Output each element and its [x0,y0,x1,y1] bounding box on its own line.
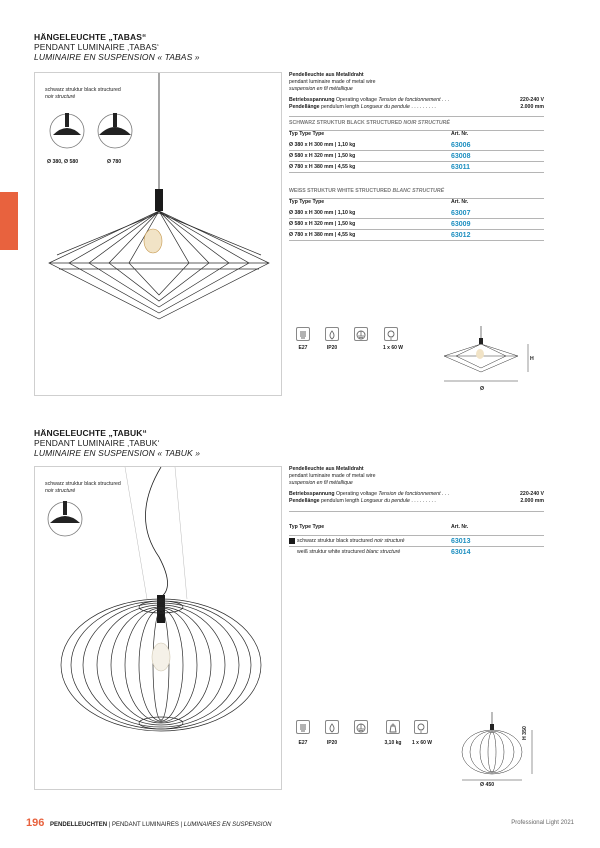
tabuk-dimension-sketch [450,712,546,788]
tabas-lamp-illustration [35,73,283,397]
tabuk-table [289,536,544,560]
tabas-desc-en: pendant luminaire made of metal wire [289,79,376,85]
black-swatch [289,538,295,544]
tabas-title-block [34,32,334,62]
tabuk-dim-diameter: Ø 450 [480,782,495,788]
tabuk-icon-label-weight: 3,10 kg [384,740,402,746]
brand-label: Professional Light 2021 [511,820,574,826]
tabuk-title-en: PENDANT LUMINAIRE ‚TABUK‘ [34,438,160,448]
tabas-photo [34,72,282,396]
tabas-title-de: HÄNGELEUCHTE „TABAS“ [34,32,147,42]
tabuk-desc-head: Pendelleuchte aus Metalldraht [289,466,364,472]
tabas-canopy-sizes-2: Ø 780 [107,159,122,165]
tabuk-lamp-illustration [35,467,283,791]
tabas-col-art: Art. Nr. [451,131,469,137]
table-row: Ø 780 x H 380 mm | 4,55 kg 63011 [289,162,544,173]
light-bulb-icon [384,327,398,341]
table-row: weiß struktur white structured blanc structuré 63014 [297,549,471,556]
tabas-voltage: 220-240 V [520,97,544,103]
tabas-pendulum: 2.000 mm [520,104,544,110]
tabas-dim-diameter: Ø [480,386,485,392]
tabas-canopy-label-fr: noir structuré [45,94,76,100]
tabas-canopy-label: schwarz struktur black structured [45,87,121,93]
tabuk-desc-en: pendant luminaire made of metal wire [289,473,376,479]
table-row: Ø 580 x H 320 mm | 1,50 kg 63008 [289,151,544,162]
tabas-title-en: PENDANT LUMINAIRE ‚TABAS‘ [34,42,159,52]
bulb-socket-icon [296,327,310,341]
tabuk-pendulum: 2.000 mm [520,498,544,504]
footer-section-fr: LUMINAIRES EN SUSPENSION [183,822,272,828]
weight-icon [386,720,400,734]
tabuk-canopy-label-fr: noir structuré [45,488,76,494]
tabuk-title-de: HÄNGELEUCHTE „TABUK“ [34,428,147,438]
light-bulb-icon [414,720,428,734]
tabuk-icon-label-socket: E27 [298,740,308,746]
tabuk-spec-panel: Pendelleuchte aus Metalldraht pendant luminaire made of metal wire suspension en fil métallique Betriebsspannung Operating voltage Tension de fonctionnement . . . 220-240 V Pendellänge pendulum length Longueur du pendule . . . . . . . . . 2.000 mm Typ Type Type Art. Nr. schwarz struktur black structured noir structuré 63013 weiß struktur white structured blanc structuré 63014 [289,466,544,560]
tabas-white-table [289,208,544,242]
page-number: 196 [26,817,45,829]
table-row: Ø 380 x H 300 mm | 1,10 kg 63007 [289,208,544,219]
tabas-white-heading: WEISS STRUKTUR WHITE STRUCTURED [289,188,392,194]
tabas-black-heading: SCHWARZ STRUKTUR BLACK STRUCTURED [289,120,402,126]
table-row: Ø 580 x H 320 mm | 1,50 kg 63009 [289,219,544,230]
water-drop-icon [325,327,339,341]
footer-section-de: PENDELLEUCHTEN [50,822,108,828]
ground-icon [354,720,368,734]
tabuk-canopy-label: schwarz struktur black structured [45,481,121,487]
bulb-socket-icon [296,720,310,734]
table-row: Ø 780 x H 380 mm | 4,55 kg 63012 [289,230,544,241]
tabas-col-type: Typ Type Type [289,131,325,137]
tabas-spec-panel: Pendelleuchte aus Metalldraht pendant luminaire made of metal wire suspension en fil métallique Betriebsspannung Operating voltage Tension de fonctionnement . . . 220-240 V Pendellänge pendulum length Longueur du pendule . . . . . . . . . 2.000 mm SCHWARZ STRUKTUR BLACK STRUCTURED NOIR STRUCTURÉ Typ Type Type Art. Nr. Ø 380 x H 300 mm | 1,10 kg 63006 Ø 580 x H 320 mm | 1,50 kg 63008 Ø 780 x H 380 mm | 4,55 kg 63011 WEISS STRUKTUR WHITE STRUCTURED BLANC STRUCTURÉ Typ Type Type Art. Nr. Ø 380 x H 300 mm | 1,10 kg 63007 Ø 580 x H 320 mm | 1,50 kg 63009 Ø 780 x H 380 mm | 4,55 kg 63012 [289,72,544,242]
footer-section-en: PENDANT LUMINAIRES [111,822,179,828]
table-row: schwarz struktur black structured noir structuré 63013 [289,536,544,547]
tabuk-icon-label-ip: IP20 [326,740,338,746]
tabas-icon-label-watt: 1 x 60 W [382,345,403,351]
tabas-icon-label-socket: E27 [298,345,308,351]
water-drop-icon [325,720,339,734]
tabuk-dim-height: H 350 [522,726,528,740]
tabuk-col-type: Typ Type Type [289,524,325,530]
tabas-desc-head: Pendelleuchte aus Metalldraht [289,72,364,78]
page-footer: 196 PENDELLEUCHTEN | PENDANT LUMINAIRES | LUMINAIRES EN SUSPENSION Professional Light 2021 [26,817,574,829]
ground-icon [354,327,368,341]
table-row: Ø 380 x H 300 mm | 1,10 kg 63006 [289,140,544,151]
tabas-canopy-sizes-1: Ø 380, Ø 580 [47,159,79,165]
tabuk-title-fr: LUMINAIRE EN SUSPENSION « TABUK » [34,448,201,458]
tabas-dim-height: H [530,356,534,362]
tabuk-desc-fr: suspension en fil métallique [289,480,353,486]
tabuk-title-block [34,428,334,458]
tabuk-voltage: 220-240 V [520,491,544,497]
tabas-icon-label-ip: IP20 [326,345,338,351]
chapter-tab [0,192,18,250]
tabas-desc-fr: suspension en fil métallique [289,86,353,92]
tabuk-photo [34,466,282,790]
tabas-black-table [289,140,544,174]
tabuk-col-art: Art. Nr. [451,524,469,530]
tabas-title-fr: LUMINAIRE EN SUSPENSION « TABAS » [34,52,200,62]
tabuk-icon-label-watt: 1 x 60 W [411,740,432,746]
